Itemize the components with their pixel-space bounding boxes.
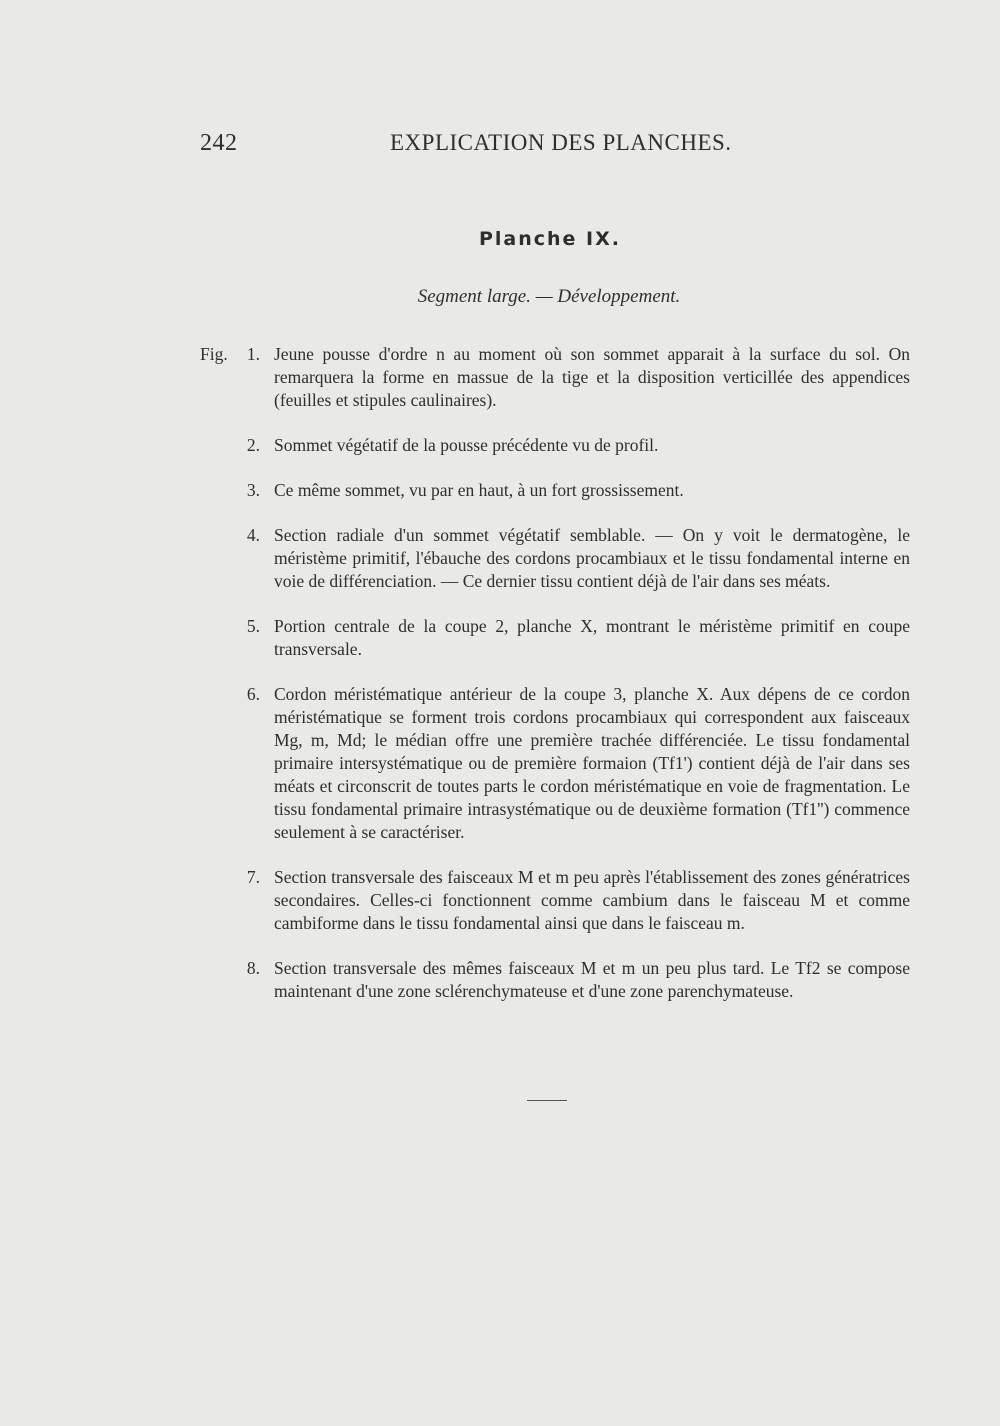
figure-entry-6 (200, 683, 910, 844)
figure-number: 6. (246, 684, 260, 704)
figure-text: Section radiale d'un sommet végétatif semblable. — On y voit le dermatogène, le méristème primitif, l'ébauche des cordons procambiaux et le tissu fondamental interne en voie de différenciation. — Ce dernier tissu contient déjà de l'air dans ses méats. (274, 525, 910, 591)
figure-number: 1. (246, 344, 260, 364)
figure-text: Cordon méristématique antérieur de la coupe 3, planche X. Aux dépens de ce cordon méristématique se forment trois cordons procambiaux qui correspondent aux faisceaux Mg, m, Md; le médian offre une première trachée différenciée. Le tissu fondamental primaire intersystématique ou de première formaion (Tf1') contient déjà de l'air dans ses méats et circonscrit de toutes parts le cordon méristématique en voie de fragmentation. Le tissu fondamental primaire intrasystématique ou de deuxième formation (Tf1'') commence seulement à se caractériser. (274, 684, 910, 842)
figure-number: 7. (246, 867, 260, 887)
figure-text: Section transversale des faisceaux M et m peu après l'établissement des zones génératrices secondaires. Celles-ci fonctionnent comme cambium dans le faisceau M et comme cambiforme dans le tissu fondamental ainsi que dans le faisceau m. (274, 867, 910, 933)
running-title: EXPLICATION DES PLANCHES. (390, 130, 732, 155)
figure-entry-2 (200, 434, 910, 457)
figure-entry-1 (200, 343, 910, 412)
page-number: 242 (200, 130, 238, 156)
closing-rule (527, 1100, 567, 1101)
figure-text: Section transversale des mêmes faisceaux M et m un peu plus tard. Le Tf2 se compose maintenant d'une zone sclérenchymateuse et d'une zone parenchymateuse. (274, 958, 910, 1001)
figure-text: Portion centrale de la coupe 2, planche X, montrant le méristème primitif en coupe transversale. (274, 616, 910, 659)
figure-number: 2. (246, 435, 260, 455)
figure-number: 5. (246, 616, 260, 636)
plate-title: Planche IX. (478, 228, 621, 250)
figure-explanations (200, 343, 910, 1025)
figure-number: 4. (246, 525, 260, 545)
figure-entry-7 (200, 866, 910, 935)
figure-entry-4 (200, 524, 910, 593)
plate-subtitle: Segment large. — Développement. (417, 286, 681, 307)
page-header (200, 130, 760, 166)
figure-text: Sommet végétatif de la pousse précédente vu de profil. (274, 435, 659, 455)
figure-entry-5 (200, 615, 910, 661)
fig-label: Fig. (200, 344, 228, 364)
figure-text: Jeune pousse d'ordre n au moment où son sommet apparait à la surface du sol. On remarquera la forme en massue de la tige et la disposition verticillée des appendices (feuilles et stipules caulinaires). (274, 344, 910, 410)
figure-entry-8 (200, 957, 910, 1003)
figure-text: Ce même sommet, vu par en haut, à un fort grossissement. (274, 480, 684, 500)
figure-entry-3 (200, 479, 910, 502)
figure-number: 3. (246, 480, 260, 500)
figure-number: 8. (246, 958, 260, 978)
